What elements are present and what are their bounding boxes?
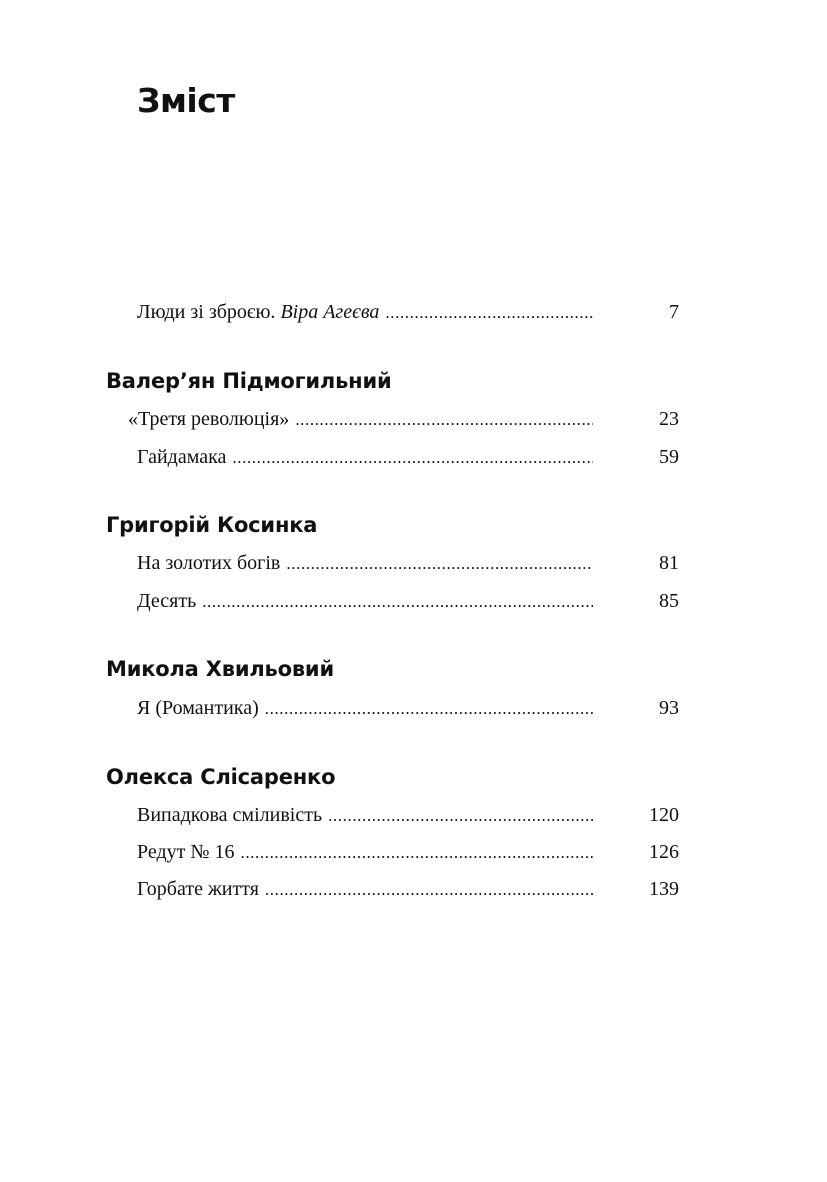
entry-title: Горбате життя: [137, 878, 259, 900]
page-number: 85: [659, 590, 679, 612]
toc-entry-intro[interactable]: [137, 299, 679, 325]
entry-title: Десять: [137, 590, 197, 612]
intro-title: Люди зі зброєю.: [137, 301, 276, 323]
entry-title: На золотих богів: [137, 552, 281, 574]
dot-leader: [322, 803, 593, 829]
dot-leader: [379, 300, 593, 326]
page-number: 59: [659, 446, 679, 468]
toc-entry[interactable]: [137, 550, 679, 576]
toc-entry[interactable]: [128, 406, 679, 432]
page-number: 7: [669, 301, 679, 323]
page-number: 81: [659, 552, 679, 574]
entry-title: Я (Романтика): [137, 697, 259, 719]
toc-entry[interactable]: [137, 444, 679, 470]
toc-entry[interactable]: [137, 695, 679, 721]
toc-entry[interactable]: [137, 839, 679, 865]
entry-title: «Третя революція»: [128, 408, 290, 430]
dot-leader: [289, 407, 593, 433]
intro-author: Віра Агеєва: [280, 301, 380, 323]
toc-entry[interactable]: [137, 588, 679, 614]
dot-leader: [280, 551, 593, 577]
dot-leader: [259, 696, 593, 722]
page-title: Зміст: [137, 81, 235, 120]
dot-leader: [234, 840, 593, 866]
toc-entry[interactable]: [137, 802, 679, 828]
entry-title: Гайдамака: [137, 446, 227, 468]
dot-leader: [196, 589, 593, 615]
section-author: Валер’ян Підмогильний: [106, 369, 392, 393]
dot-leader: [226, 445, 593, 471]
toc-entry[interactable]: [137, 876, 679, 902]
section-author: Микола Хвильовий: [106, 657, 334, 681]
page-number: 126: [649, 841, 679, 863]
entry-title: Випадкова сміливість: [137, 804, 323, 826]
entry-title: Редут № 16: [137, 841, 235, 863]
page-number: 120: [649, 804, 679, 826]
page-number: 23: [659, 408, 679, 430]
page-number: 93: [659, 697, 679, 719]
section-author: Григорій Косинка: [106, 513, 318, 537]
section-author: Олекса Слісаренко: [106, 765, 336, 789]
page-number: 139: [649, 878, 679, 900]
entry-title: [137, 299, 379, 325]
dot-leader: [259, 877, 593, 903]
